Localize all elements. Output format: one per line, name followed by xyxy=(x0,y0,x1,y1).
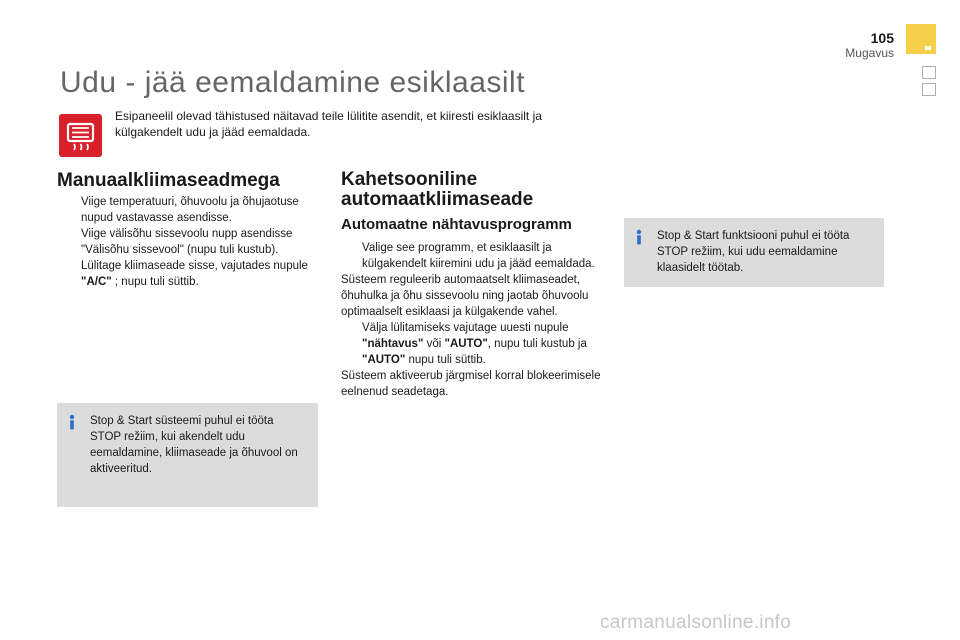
auto-visibility-heading: Automaatne nähtavusprogramm xyxy=(341,216,572,233)
auto-visibility-body xyxy=(341,240,609,400)
list-item: Valige see programm, et esiklaasilt ja külgakendelt kiiremini udu ja jääd eemaldada. xyxy=(362,242,595,270)
intro-text: Esipaneelil olevad tähistused näitavad teile lülitite asendit, et kiiresti esiklaasilt ja külgakendelt udu ja jääd eemaldada. xyxy=(115,109,542,139)
info-icon xyxy=(632,229,646,245)
dual-zone-heading: Kahetsooniline automaatkliimaseade xyxy=(341,169,534,210)
rear-defrost-icon xyxy=(59,114,102,157)
section-tab xyxy=(922,83,936,96)
list-item: Viige temperatuuri, õhuvoolu ja õhujaotuse nupud vastavasse asendisse. xyxy=(81,196,299,224)
paragraph: Süsteem reguleerib automaatselt kliimaseadet, õhuhulka ja õhu sissevoolu ning jaotab õhuvoolu optimaalselt esiklaasi ja külgakende vahel. xyxy=(341,274,589,318)
info-note-text: Stop & Start funktsiooni puhul ei tööta STOP režiim, kui udu eemaldamine klaasidelt töötab. xyxy=(657,230,850,274)
list-item: Viige välisõhu sissevoolu nupp asendisse "Välisõhu sissevool" (nupu tuli kustub). xyxy=(81,228,293,256)
manual-steps xyxy=(60,194,320,290)
watermark: carmanualsonline.info xyxy=(600,612,792,633)
section-name: Mugavus xyxy=(845,46,894,60)
page-title: Udu - jää eemaldamine esiklaasilt xyxy=(60,66,526,99)
list-item: Lülitage kliimaseade sisse, vajutades nupule "A/C" ; nupu tuli süttib. xyxy=(81,260,308,288)
info-note xyxy=(57,403,318,507)
info-note xyxy=(624,218,884,287)
info-icon xyxy=(65,414,79,430)
section-tab xyxy=(922,66,936,79)
manual-heading: Manuaalkliimaseadmega xyxy=(57,170,280,191)
page-number: 105 xyxy=(870,30,894,46)
paragraph: Süsteem aktiveerub järgmisel korral blokeerimisele eelnenud seadetaga. xyxy=(341,370,601,398)
section-tab-active xyxy=(906,24,936,54)
list-item: Välja lülitamiseks vajutage uuesti nupule "nähtavus" või "AUTO", nupu tuli kustub ja "AUTO" nupu tuli süttib. xyxy=(362,322,587,366)
info-note-text: Stop & Start süsteemi puhul ei tööta STOP režiim, kui akendelt udu eemaldamine, kliimaseade ja õhuvool on aktiveeritud. xyxy=(90,415,298,475)
